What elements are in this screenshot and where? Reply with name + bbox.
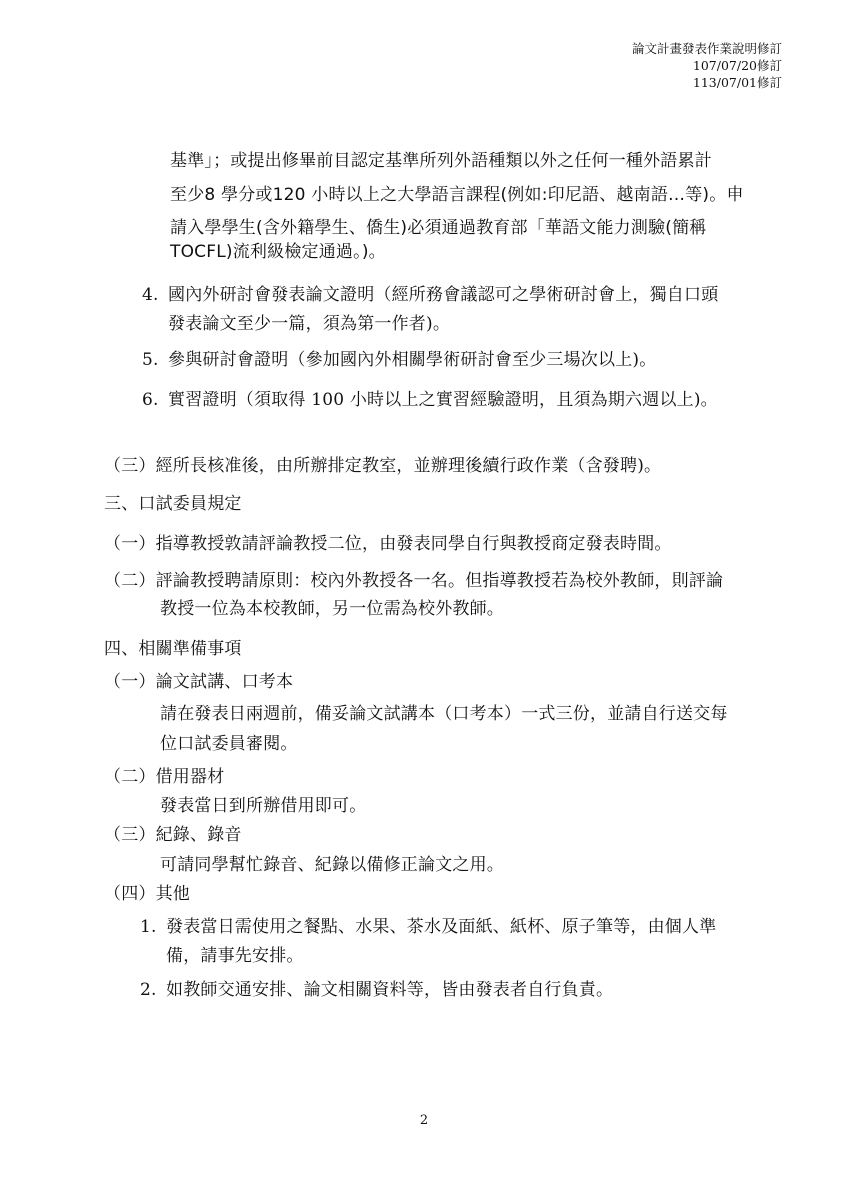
section-4-d-item-1-continued: 備，請事先安排。 xyxy=(166,946,304,966)
section-2-item-3: （三）經所長核准後，由所辦排定教室，並辦理後續行政作業（含發聘)。 xyxy=(104,456,662,476)
list-item-text: 如教師交通安排、論文相關資料等，皆由發表者自行負責。 xyxy=(166,980,614,1000)
continued-text-line: TOCFL)流利級檢定通過。)。 xyxy=(170,242,386,262)
section-4-d-item-2 xyxy=(140,979,613,1001)
header-revision-2: 113/07/01修訂 xyxy=(692,75,782,90)
list-item-number: 6. xyxy=(142,390,159,410)
list-item-4-continued: 發表論文至少一篇，須為第一作者)。 xyxy=(168,314,451,334)
list-item-6 xyxy=(142,389,718,411)
list-item-number: 1. xyxy=(140,917,157,937)
list-item-4 xyxy=(142,284,718,306)
section-4-d-item-1 xyxy=(140,916,716,938)
list-item-text: 國內外研討會發表論文證明（經所務會議認可之學術研討會上，獨自口頭 xyxy=(168,285,719,305)
list-item-number: 5. xyxy=(142,350,159,370)
header-revision-1: 107/07/20修訂 xyxy=(692,58,782,73)
section-4-c-text: 可請同學幫忙錄音、紀錄以備修正論文之用。 xyxy=(160,855,504,875)
page-number: 2 xyxy=(419,1113,429,1128)
section-3-item-1: （一）指導教授敦請評論教授二位，由發表同學自行與教授商定發表時間。 xyxy=(104,534,672,554)
document-header xyxy=(632,40,782,91)
section-3-item-2-continued: 教授一位為本校教師，另一位需為校外教師。 xyxy=(160,599,504,619)
continued-text-line: 基準」；或提出修畢前目認定基準所列外語種類以外之任何一種外語累計 xyxy=(170,151,712,171)
list-item-text: 發表當日需使用之餐點、水果、茶水及面紙、紙杯、原子筆等，由個人準 xyxy=(166,917,717,937)
section-3-heading: 三、口試委員規定 xyxy=(104,494,242,514)
list-item-number: 2. xyxy=(140,980,157,1000)
section-4-a-title: （一）論文試講、口考本 xyxy=(104,672,294,692)
continued-text-line: 請入學學生(含外籍學生、僑生)必須通過教育部「華語文能力測驗(簡稱 xyxy=(170,218,707,238)
list-item-text: 實習證明（須取得 100 小時以上之實習經驗證明，且須為期六週以上)。 xyxy=(168,390,718,410)
section-3-item-2: （二）評論教授聘請原則：校內外教授各一名。但指導教授若為校外教師，則評論 xyxy=(104,571,724,591)
list-item-5 xyxy=(142,349,656,371)
continued-text-line: 至少8 學分或120 小時以上之大學語言課程(例如:印尼語、越南語…等)。申 xyxy=(170,185,744,205)
header-title: 論文計畫發表作業說明修訂 xyxy=(631,41,782,56)
list-item-text: 參與研討會證明（參加國內外相關學術研討會至少三場次以上)。 xyxy=(168,350,657,370)
list-item-number: 4. xyxy=(142,285,159,305)
section-4-a-text: 請在發表日兩週前，備妥論文試講本（口考本）一式三份，並請自行送交每 xyxy=(160,704,728,724)
section-4-b-text: 發表當日到所辦借用即可。 xyxy=(160,796,367,816)
section-4-b-title: （二）借用器材 xyxy=(104,767,225,787)
section-4-a-text: 位口試委員審閱。 xyxy=(160,734,298,754)
section-4-d-title: （四）其他 xyxy=(104,884,190,904)
section-4-heading: 四、相關準備事項 xyxy=(104,639,242,659)
section-4-c-title: （三）紀錄、錄音 xyxy=(104,825,242,845)
